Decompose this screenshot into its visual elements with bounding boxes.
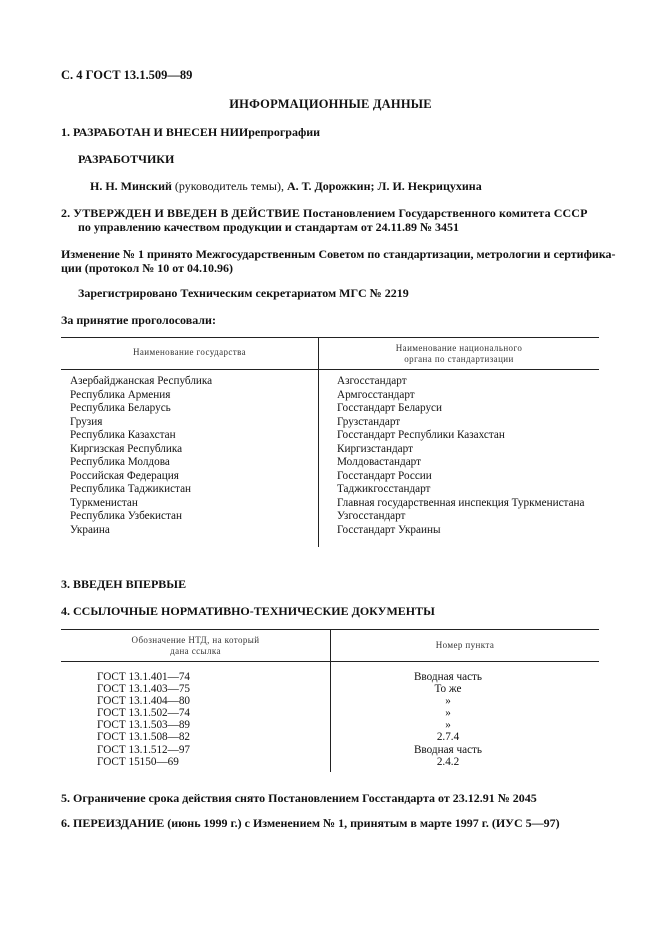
references-col2-header: Номер пункта — [435, 640, 495, 650]
standards-body-list — [337, 375, 584, 537]
standards-body-name: Госстандарт России — [337, 469, 432, 482]
standards-body-name: Таджикгосстандарт — [337, 483, 431, 495]
reference-item: То же — [434, 683, 462, 696]
reference-item: 2.4.2 — [436, 755, 460, 768]
state-name: Республика Армения — [70, 388, 171, 401]
reference-item: » — [445, 719, 451, 732]
standards-body-name: Армгосстандарт — [337, 388, 415, 401]
state-name: Республика Казахстан — [70, 429, 176, 441]
reference-item: 2.7.4 — [436, 731, 460, 744]
state-name: Грузия — [70, 415, 103, 428]
state-name: Республика Узбекистан — [70, 510, 182, 522]
references-col1-header-line1: Обозначение НТД, на который — [131, 635, 260, 645]
state-name: Республика Беларусь — [70, 402, 171, 414]
page-header: С. 4 ГОСТ 13.1.509—89 — [61, 68, 193, 82]
standards-body-name: Молдовастандарт — [337, 456, 422, 468]
developer-1-role: (руководитель темы), — [174, 179, 284, 193]
reference-doc-list — [97, 671, 190, 768]
voted-label: За принятие проголосовали: — [61, 313, 216, 327]
reference-doc: ГОСТ 13.1.508—82 — [97, 731, 191, 744]
standards-body-name: Главная государственная инспекция Туркменистана — [337, 496, 585, 509]
reference-item-list — [369, 671, 527, 768]
section6-text: 6. ПЕРЕИЗДАНИЕ (июнь 1999 г.) с Изменением № 1, принятым в марте 1997 г. (ИУС 5—97) — [61, 816, 560, 830]
voting-col2-header — [319, 343, 599, 365]
state-name: Российская Федерация — [70, 469, 179, 482]
reference-item: Вводная часть — [413, 671, 483, 683]
state-name: Республика Молдова — [70, 456, 170, 468]
reference-doc: ГОСТ 13.1.401—74 — [97, 671, 191, 683]
section4-heading: 4. ССЫЛОЧНЫЕ НОРМАТИВНО-ТЕХНИЧЕСКИЕ ДОКУМЕНТЫ — [61, 604, 435, 618]
developers-list — [90, 179, 482, 194]
voting-col2-header-line2: органа по стандартизации — [404, 354, 514, 364]
section1-heading: 1. РАЗРАБОТАН И ВНЕСЕН НИИрепрографии — [61, 125, 321, 139]
state-list — [70, 375, 212, 537]
reference-doc: ГОСТ 13.1.403—75 — [97, 683, 191, 696]
references-col1-header-line2: дана ссылка — [170, 646, 221, 656]
developer-1-name: Н. Н. Минский — [90, 179, 172, 193]
standards-body-name: Киргизстандарт — [337, 442, 413, 455]
state-name: Украина — [70, 523, 110, 536]
standards-body-name: Госстандарт Республики Казахстан — [337, 429, 505, 441]
section2-line1: 2. УТВЕРЖДЕН И ВВЕДЕН В ДЕЙСТВИЕ Постановлением Государственного комитета СССР — [61, 206, 588, 220]
state-name: Азербайджанская Республика — [70, 375, 213, 387]
developers-label: РАЗРАБОТЧИКИ — [78, 152, 175, 166]
state-name: Киргизская Республика — [70, 442, 183, 455]
voting-table-header-rule — [61, 369, 599, 370]
reference-item: » — [445, 695, 451, 708]
standards-body-name: Узгосстандарт — [337, 510, 406, 522]
state-name: Туркменистан — [70, 496, 138, 509]
reference-doc: ГОСТ 13.1.404—80 — [97, 695, 191, 708]
reference-doc: ГОСТ 15150—69 — [97, 755, 179, 768]
amendment-line1: Изменение № 1 принято Межгосударственным Советом по стандартизации, метрологии и сертифика- — [61, 247, 616, 261]
reference-doc: ГОСТ 13.1.503—89 — [97, 719, 191, 732]
standards-body-name: Грузстандарт — [337, 415, 401, 428]
reference-item: » — [445, 707, 451, 720]
section5-text: 5. Ограничение срока действия снято Постановлением Госстандарта от 23.12.91 № 2045 — [61, 791, 537, 805]
voting-table-column-divider — [318, 337, 319, 547]
registration-note: Зарегистрировано Техническим секретариатом МГС № 2219 — [78, 286, 409, 300]
standards-body-name: Госстандарт Беларуси — [337, 402, 442, 414]
reference-doc: ГОСТ 13.1.502—74 — [97, 707, 191, 720]
standards-body-name: Азгосстандарт — [337, 375, 407, 387]
reference-item: Вводная часть — [413, 743, 483, 756]
voting-col2-header-line1: Наименование национального — [395, 343, 523, 353]
reference-doc: ГОСТ 13.1.512—97 — [97, 743, 191, 756]
amendment-line2: ции (протокол № 10 от 04.10.96) — [61, 261, 234, 275]
section3-heading: 3. ВВЕДЕН ВПЕРВЫЕ — [61, 577, 187, 591]
voting-table-top-rule — [61, 337, 599, 338]
voting-col1-header: Наименование государства — [132, 347, 247, 357]
state-name: Республика Таджикистан — [70, 483, 192, 495]
references-col1-header — [61, 635, 330, 657]
developers-rest: А. Т. Дорожкин; Л. И. Некрицухина — [286, 179, 482, 193]
document-title: ИНФОРМАЦИОННЫЕ ДАННЫЕ — [229, 97, 432, 111]
section2-line2: по управлению качеством продукции и стандартам от 24.11.89 № 3451 — [78, 220, 460, 234]
standards-body-name: Госстандарт Украины — [337, 523, 441, 536]
